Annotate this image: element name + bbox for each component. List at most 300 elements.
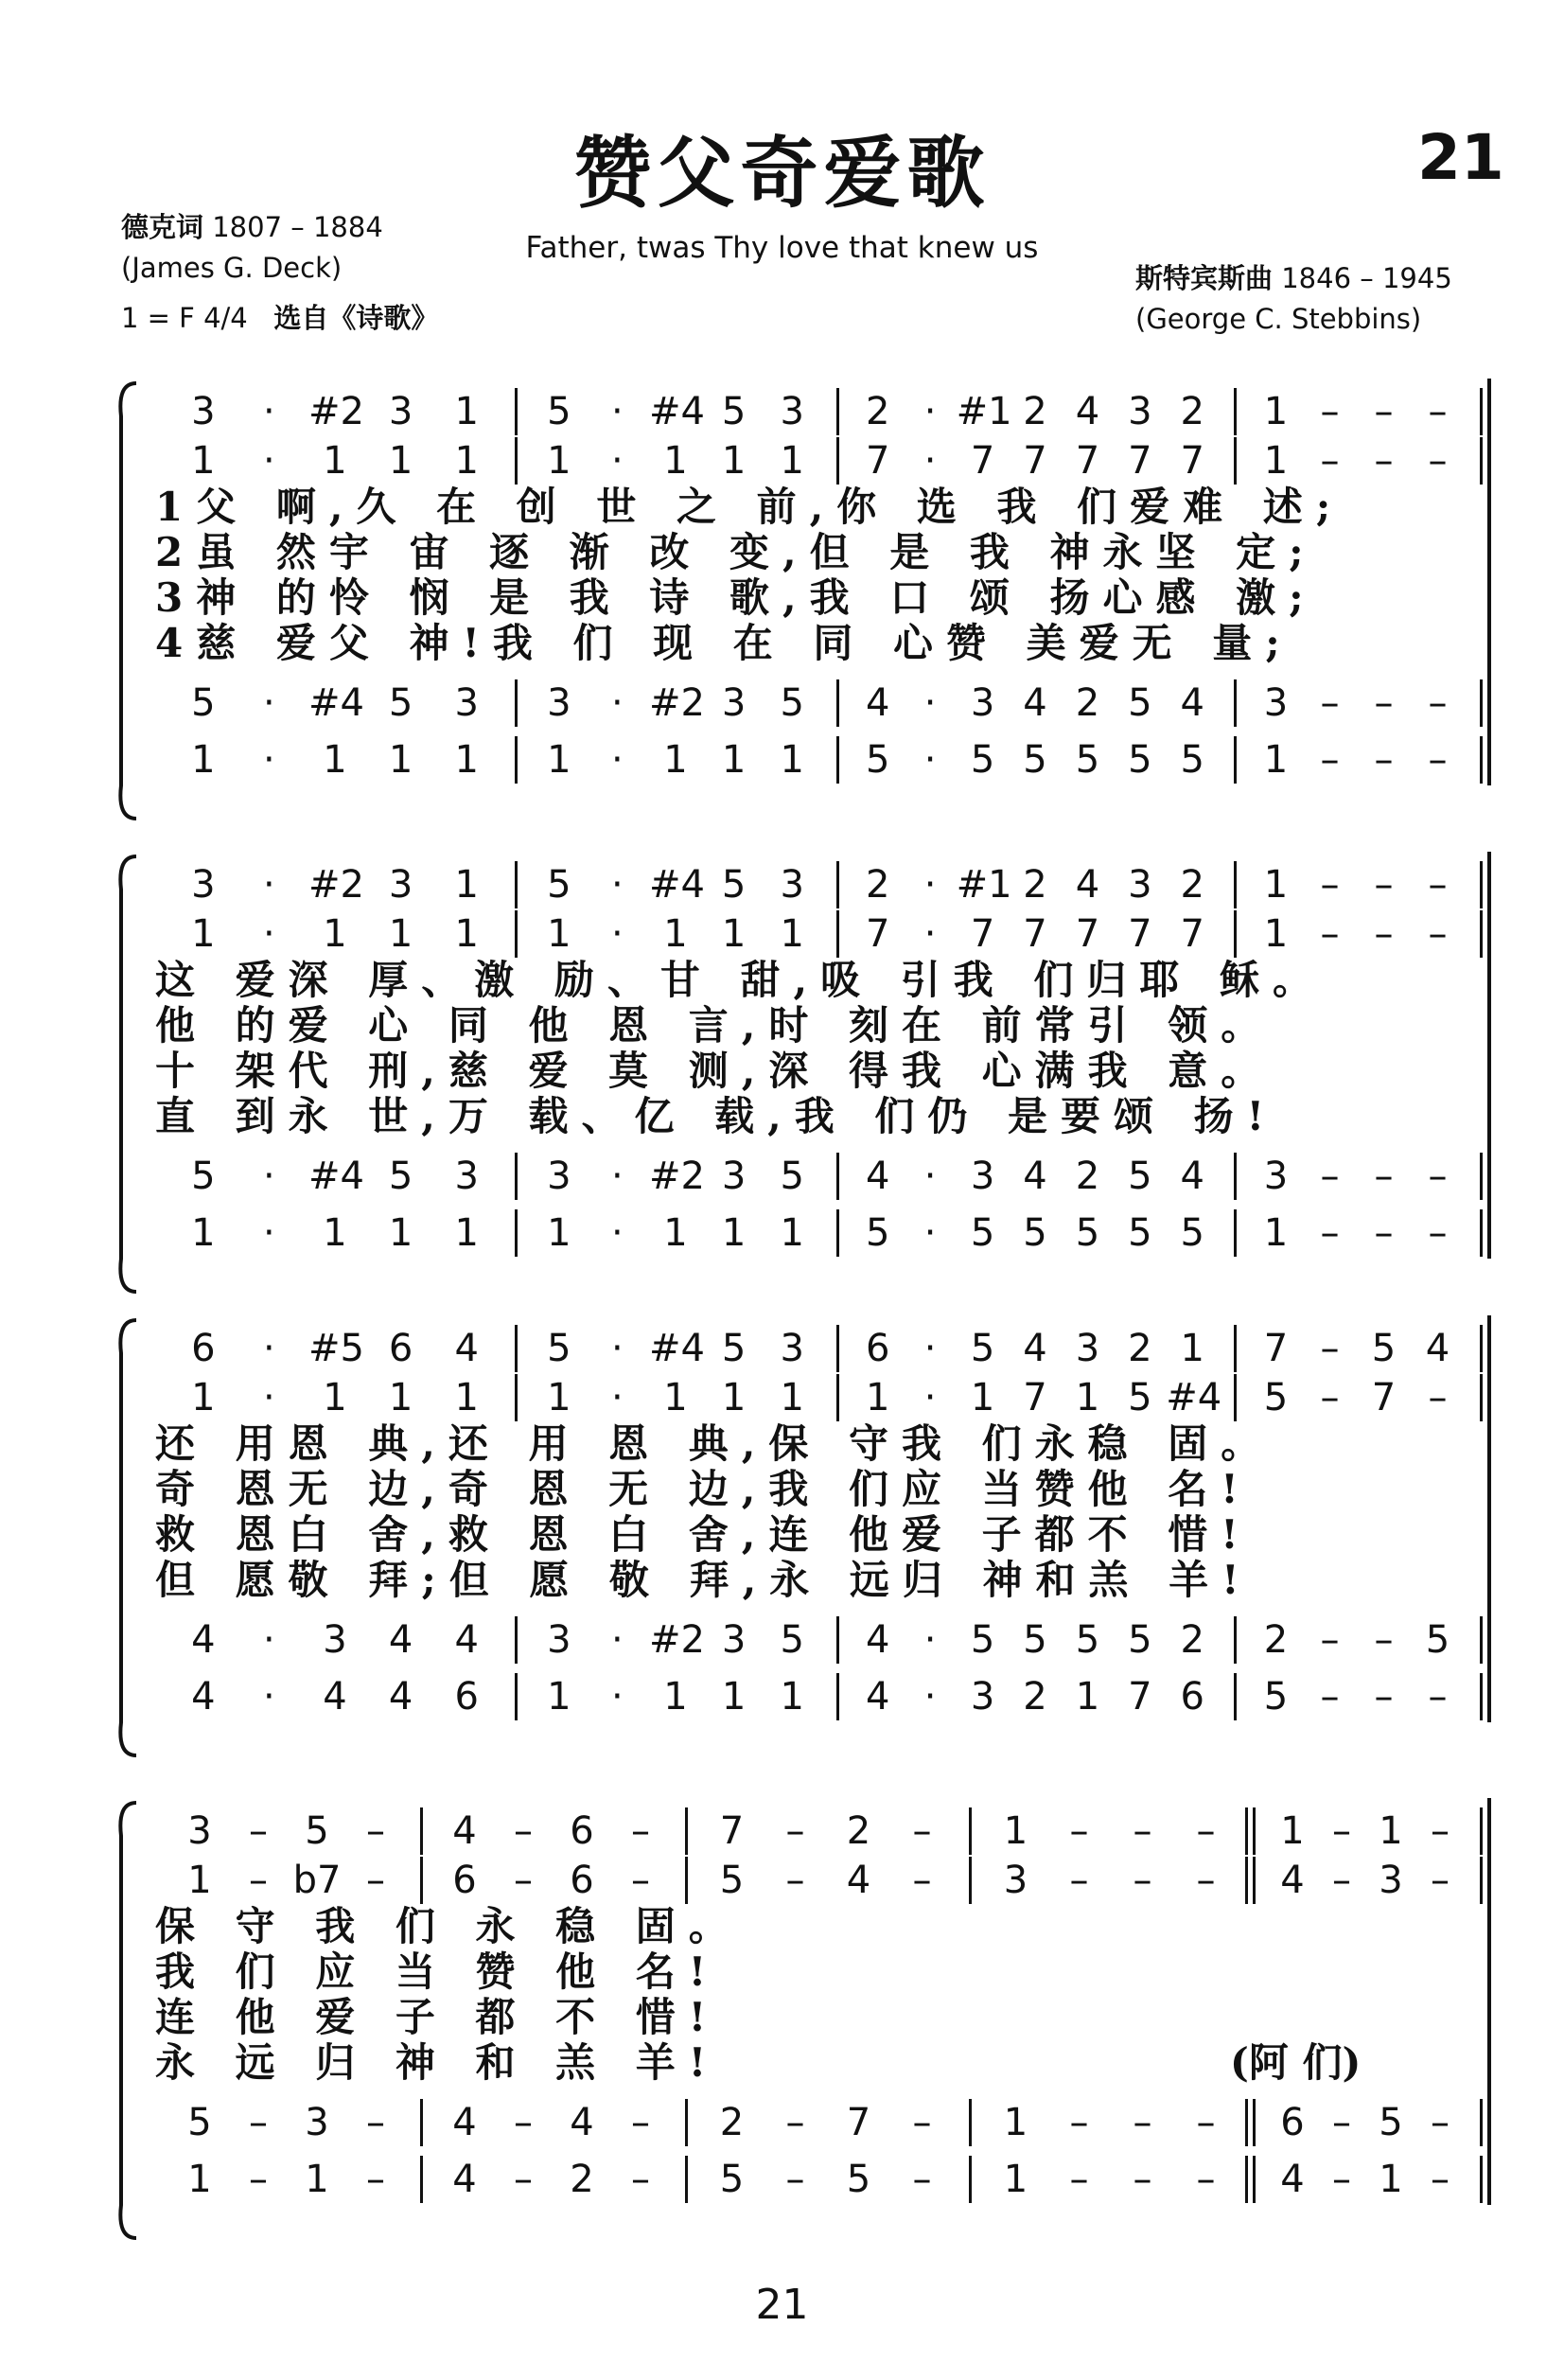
barline xyxy=(1480,1857,1483,1904)
note: – xyxy=(1428,1376,1448,1419)
note: 7 xyxy=(1023,439,1047,483)
note: 7 xyxy=(1371,1376,1397,1419)
note: · xyxy=(263,681,275,725)
note: – xyxy=(1374,1675,1394,1719)
note: – xyxy=(785,1859,805,1902)
note: #4 xyxy=(308,681,364,725)
note: – xyxy=(514,1859,533,1902)
note: 1 xyxy=(780,1675,804,1719)
note: 4 xyxy=(1280,2158,1305,2201)
lyric-line-1: 保 守 我 们 永 稳 固。 xyxy=(155,1903,742,1949)
note: – xyxy=(366,2158,385,2201)
note: 4 xyxy=(865,681,890,725)
note: 5 xyxy=(1371,1327,1397,1370)
barline xyxy=(515,736,518,784)
barline xyxy=(515,910,518,958)
note: – xyxy=(1374,439,1394,483)
note: 1 xyxy=(1379,2158,1403,2201)
note: 3 xyxy=(721,1155,747,1198)
note: 1 xyxy=(547,738,571,782)
system-brace xyxy=(114,379,138,823)
barline xyxy=(969,1857,972,1904)
note: 5 xyxy=(191,1155,216,1198)
note: – xyxy=(1133,1859,1152,1902)
note: 7 xyxy=(865,439,890,483)
note: – xyxy=(514,2158,533,2201)
note: 5 xyxy=(1075,1618,1100,1662)
note: – xyxy=(631,1859,650,1902)
note: 5 xyxy=(388,681,413,725)
note: – xyxy=(1374,863,1394,907)
barline xyxy=(1234,388,1237,435)
note: 5 xyxy=(970,1211,995,1255)
footer-page-number: 21 xyxy=(755,2281,809,2329)
barline xyxy=(515,1616,518,1664)
note: 3 xyxy=(547,1155,571,1198)
note: 3 xyxy=(780,390,804,433)
page-number: 21 xyxy=(1417,121,1504,194)
note: 5 xyxy=(970,1618,995,1662)
barline xyxy=(1234,1209,1237,1257)
barline xyxy=(685,2156,688,2203)
note: · xyxy=(923,681,937,725)
note: 3 xyxy=(1003,1859,1028,1902)
note: – xyxy=(1332,2158,1351,2201)
note: 4 xyxy=(846,1859,871,1902)
note: 2 xyxy=(719,2101,745,2144)
music-system-4 xyxy=(114,1798,1495,2243)
barline xyxy=(515,679,518,727)
note: 1 xyxy=(187,1859,212,1902)
note: 4 xyxy=(454,1618,479,1662)
barline xyxy=(1480,736,1483,784)
note: – xyxy=(1320,1211,1340,1255)
barline xyxy=(1234,679,1237,727)
note: 2 xyxy=(865,390,890,433)
note: 7 xyxy=(1180,439,1204,483)
note: · xyxy=(611,1211,624,1255)
note: 7 xyxy=(1128,1675,1152,1719)
note: – xyxy=(1428,681,1448,725)
note: 7 xyxy=(1075,439,1100,483)
english-subtitle: Father, twas Thy love that knew us xyxy=(525,231,1039,265)
double-barline xyxy=(1245,1857,1248,1904)
note: 1 xyxy=(780,1211,804,1255)
barline xyxy=(836,1616,839,1664)
note: 5 xyxy=(1263,1376,1289,1419)
note: 6 xyxy=(388,1327,413,1370)
note: – xyxy=(1320,439,1340,483)
note: · xyxy=(611,738,624,782)
barline xyxy=(836,1325,839,1372)
note: · xyxy=(611,912,624,956)
note: 7 xyxy=(970,912,995,956)
note: 5 xyxy=(719,1859,745,1902)
barline xyxy=(1480,1209,1483,1257)
note: 5 xyxy=(970,1327,995,1370)
note: 4 xyxy=(865,1618,890,1662)
note: · xyxy=(923,738,937,782)
note: – xyxy=(1428,863,1448,907)
note: 1 xyxy=(454,912,479,956)
lyric-line-4: 永 远 归 神 和 羔 羊! xyxy=(155,2039,720,2086)
note: #4 xyxy=(1166,1376,1222,1419)
music-system-1 xyxy=(114,379,1495,823)
note: 1 xyxy=(1379,1809,1403,1853)
barline xyxy=(836,736,839,784)
hymn-title: 赞父奇爱歌 xyxy=(573,128,991,219)
note: 1 xyxy=(388,439,413,483)
lyric-line-3: 救 恩白 舍,救 恩 白 舍,连 他爱 子都不 惜! xyxy=(155,1511,1252,1558)
note: 2 xyxy=(1023,390,1047,433)
note: 1 xyxy=(1263,863,1289,907)
note: 1 xyxy=(323,738,347,782)
lyric-line-4: 直 到永 世,万 载、亿 载,我 们仍 是要颂 扬! xyxy=(155,1093,1278,1139)
note: 6 xyxy=(452,1859,477,1902)
note: 7 xyxy=(719,1809,745,1853)
note: 5 xyxy=(1023,738,1047,782)
note: · xyxy=(263,1211,275,1255)
barline xyxy=(1234,1616,1237,1664)
barline xyxy=(420,2156,423,2203)
note: – xyxy=(1332,1809,1351,1853)
alto-staff xyxy=(155,1374,1480,1421)
note: – xyxy=(1428,912,1448,956)
composer-en: (George C. Stebbins) xyxy=(1135,303,1422,335)
note: 1 xyxy=(191,439,216,483)
note: 2 xyxy=(1023,1675,1047,1719)
barline xyxy=(1480,1616,1483,1664)
note: 5 xyxy=(547,863,571,907)
system-end-line xyxy=(1487,379,1491,785)
music-system-2 xyxy=(114,852,1495,1296)
note: – xyxy=(1320,1376,1340,1419)
barline xyxy=(1480,437,1483,485)
note: – xyxy=(1431,1809,1450,1853)
note: – xyxy=(1320,1327,1340,1370)
note: 5 xyxy=(1379,2101,1403,2144)
note: · xyxy=(923,863,937,907)
barline xyxy=(515,861,518,908)
note: – xyxy=(1320,681,1340,725)
lyric-line-4: 4慈 爱父 神!我 们 现 在 同 心赞 美爱无 量; xyxy=(155,620,1293,666)
note: 1 xyxy=(191,738,216,782)
note: 7 xyxy=(970,439,995,483)
note: #4 xyxy=(308,1155,364,1198)
note: 7 xyxy=(1023,1376,1047,1419)
note: – xyxy=(1428,1211,1448,1255)
note: 1 xyxy=(1263,912,1289,956)
note: 1 xyxy=(323,912,347,956)
note: #1 xyxy=(956,863,1012,907)
note: – xyxy=(1428,439,1448,483)
note: 2 xyxy=(1128,1327,1152,1370)
note: 3 xyxy=(721,681,747,725)
barline xyxy=(1234,1673,1237,1720)
note: 1 xyxy=(865,1376,890,1419)
barline xyxy=(1480,861,1483,908)
note: 3 xyxy=(323,1618,347,1662)
note: 3 xyxy=(547,1618,571,1662)
note: 1 xyxy=(547,1675,571,1719)
note: – xyxy=(1428,1155,1448,1198)
note: 1 xyxy=(1075,1675,1100,1719)
note: 4 xyxy=(191,1618,216,1662)
note: 4 xyxy=(570,2101,594,2144)
note: 1 xyxy=(305,2158,329,2201)
note: 3 xyxy=(1379,1859,1403,1902)
note: · xyxy=(611,1327,624,1370)
note: 1 xyxy=(454,738,479,782)
note: – xyxy=(249,1859,268,1902)
barline xyxy=(1480,1807,1483,1855)
note: – xyxy=(514,1809,533,1853)
note: #5 xyxy=(308,1327,364,1370)
lyric-line-2: 他 的爱 心 同 他 恩 言,时 刻在 前常引 领。 xyxy=(155,1002,1274,1049)
note: · xyxy=(611,1376,624,1419)
note: 5 xyxy=(1128,681,1152,725)
note: · xyxy=(611,1155,624,1198)
barline xyxy=(1253,1807,1256,1855)
note: 5 xyxy=(865,738,890,782)
tenor-staff xyxy=(155,679,1480,727)
note: 1 xyxy=(721,912,747,956)
note: – xyxy=(912,1809,932,1853)
note: #4 xyxy=(649,863,705,907)
barline xyxy=(1234,1374,1237,1421)
lyric-line-1: 这 爱深 厚、激 励、甘 甜,吸 引我 们归耶 稣。 xyxy=(155,957,1326,1003)
lyric-line-3: 连 他 爱 子 都 不 惜! xyxy=(155,1994,720,2040)
amen-label: (阿 们) xyxy=(1230,2039,1362,2086)
note: 1 xyxy=(780,439,804,483)
note: 1 xyxy=(663,1211,688,1255)
note: 1 xyxy=(780,1376,804,1419)
note: 1 xyxy=(1263,390,1289,433)
system-brace xyxy=(114,1315,138,1760)
note: #2 xyxy=(308,863,364,907)
note: 4 xyxy=(1075,390,1100,433)
note: 1 xyxy=(454,1376,479,1419)
double-barline xyxy=(1245,1807,1248,1855)
note: 5 xyxy=(721,390,747,433)
note: 1 xyxy=(547,1376,571,1419)
note: 1 xyxy=(323,439,347,483)
note: · xyxy=(263,738,275,782)
note: · xyxy=(923,1327,937,1370)
barline xyxy=(1234,736,1237,784)
note: 4 xyxy=(452,1809,477,1853)
note: 4 xyxy=(388,1675,413,1719)
note: 1 xyxy=(1263,738,1289,782)
note: – xyxy=(1431,2101,1450,2144)
note: · xyxy=(263,863,275,907)
note: – xyxy=(1196,2101,1216,2144)
note: 5 xyxy=(547,1327,571,1370)
note: – xyxy=(1374,390,1394,433)
note: – xyxy=(631,2101,650,2144)
lyric-line-3: 3神 的怜 悯 是 我 诗 歌,我 口 颂 扬心感 激; xyxy=(155,574,1317,621)
note: · xyxy=(923,1155,937,1198)
note: 4 xyxy=(1180,681,1204,725)
note: 1 xyxy=(454,1211,479,1255)
note: 3 xyxy=(191,390,216,433)
note: – xyxy=(1431,2158,1450,2201)
note: 4 xyxy=(1023,1327,1047,1370)
barline xyxy=(1480,910,1483,958)
note: 6 xyxy=(570,1809,594,1853)
soprano-staff xyxy=(155,1807,1480,1855)
composer-line xyxy=(1135,257,1452,296)
lyric-line-4: 但 愿敬 拜;但 愿 敬 拜,永 远归 神和羔 羊! xyxy=(155,1557,1253,1603)
note: 1 xyxy=(388,1211,413,1255)
note: 7 xyxy=(1075,912,1100,956)
alto-staff xyxy=(155,437,1480,485)
note: – xyxy=(785,1809,805,1853)
barline xyxy=(969,1807,972,1855)
note: – xyxy=(912,2158,932,2201)
note: – xyxy=(785,2101,805,2144)
note: · xyxy=(263,1675,275,1719)
note: 5 xyxy=(1128,1618,1152,1662)
barline xyxy=(515,1374,518,1421)
barline xyxy=(969,2099,972,2146)
note: 7 xyxy=(1128,439,1152,483)
note: 1 xyxy=(721,1675,747,1719)
note: 1 xyxy=(388,912,413,956)
note: 2 xyxy=(570,2158,594,2201)
note: – xyxy=(1320,912,1340,956)
note: 1 xyxy=(1263,439,1289,483)
note: 3 xyxy=(780,863,804,907)
note: – xyxy=(1320,1618,1340,1662)
barline xyxy=(1480,1673,1483,1720)
note: 1 xyxy=(663,912,688,956)
note: 4 xyxy=(454,1327,479,1370)
note: – xyxy=(1069,2158,1089,2201)
note: 5 xyxy=(1128,1155,1152,1198)
barline xyxy=(1480,1325,1483,1372)
note: 3 xyxy=(1128,390,1152,433)
note: 1 xyxy=(1263,1211,1289,1255)
note: 4 xyxy=(865,1155,890,1198)
note: – xyxy=(1320,738,1340,782)
note: 2 xyxy=(1263,1618,1289,1662)
note: 1 xyxy=(1280,1809,1305,1853)
note: 1 xyxy=(1075,1376,1100,1419)
note: #2 xyxy=(649,1155,705,1198)
note: 3 xyxy=(1075,1327,1100,1370)
note: 2 xyxy=(1075,681,1100,725)
note: 6 xyxy=(454,1675,479,1719)
note: – xyxy=(912,1859,932,1902)
note: – xyxy=(1431,1859,1450,1902)
note: – xyxy=(249,2101,268,2144)
note: – xyxy=(366,1809,385,1853)
note: 1 xyxy=(191,1211,216,1255)
barline xyxy=(685,1807,688,1855)
barline xyxy=(1253,1857,1256,1904)
barline xyxy=(836,1153,839,1200)
note: 5 xyxy=(187,2101,212,2144)
soprano-staff xyxy=(155,861,1480,908)
note: 1 xyxy=(663,738,688,782)
note: 5 xyxy=(1180,738,1204,782)
note: #2 xyxy=(649,1618,705,1662)
lyric-line-3: 十 架代 刑,慈 爱 莫 测,深 得我 心满我 意。 xyxy=(155,1048,1274,1094)
note: 7 xyxy=(1023,912,1047,956)
note: 3 xyxy=(721,1618,747,1662)
note: 3 xyxy=(305,2101,329,2144)
note: · xyxy=(923,439,937,483)
note: · xyxy=(263,1376,275,1419)
barline xyxy=(836,1209,839,1257)
note: – xyxy=(1320,390,1340,433)
double-barline xyxy=(1245,2099,1248,2146)
note: · xyxy=(923,1211,937,1255)
barline xyxy=(1234,437,1237,485)
barline xyxy=(1234,1325,1237,1372)
note: 4 xyxy=(1023,681,1047,725)
note: 2 xyxy=(1023,863,1047,907)
note: – xyxy=(1332,2101,1351,2144)
note: 4 xyxy=(865,1675,890,1719)
lyric-line-2: 2虽 然宇 宙 逐 渐 改 变,但 是 我 神永坚 定; xyxy=(155,529,1317,575)
note: 6 xyxy=(1180,1675,1204,1719)
tenor-staff xyxy=(155,2099,1480,2146)
note: 3 xyxy=(388,390,413,433)
tenor-staff xyxy=(155,1153,1480,1200)
note: – xyxy=(1320,1155,1340,1198)
note: – xyxy=(1196,1859,1216,1902)
note: 3 xyxy=(970,1155,995,1198)
note: 4 xyxy=(1280,1859,1305,1902)
barline xyxy=(1253,2156,1256,2203)
note: – xyxy=(1428,390,1448,433)
soprano-staff xyxy=(155,1325,1480,1372)
note: 4 xyxy=(452,2101,477,2144)
note: 3 xyxy=(1128,863,1152,907)
note: 5 xyxy=(1128,1376,1152,1419)
lyric-line-2: 我 们 应 当 赞 他 名! xyxy=(155,1948,720,1995)
note: – xyxy=(1332,1859,1351,1902)
note: 5 xyxy=(547,390,571,433)
note: 5 xyxy=(191,681,216,725)
note: 1 xyxy=(721,1376,747,1419)
barline xyxy=(515,388,518,435)
note: 2 xyxy=(846,1809,871,1853)
barline xyxy=(1234,910,1237,958)
note: 5 xyxy=(721,863,747,907)
note: – xyxy=(1133,2158,1152,2201)
lyric-line-1: 还 用恩 典,还 用 恩 典,保 守我 们永稳 固。 xyxy=(155,1420,1274,1467)
note: – xyxy=(631,1809,650,1853)
barline xyxy=(1253,2099,1256,2146)
note: 2 xyxy=(865,863,890,907)
system-brace xyxy=(114,1798,138,2243)
barline xyxy=(836,910,839,958)
note: 5 xyxy=(780,1618,804,1662)
note: – xyxy=(514,2101,533,2144)
note: 5 xyxy=(1075,738,1100,782)
note: 2 xyxy=(1075,1155,1100,1198)
note: #2 xyxy=(649,681,705,725)
note: – xyxy=(1069,1859,1089,1902)
note: 1 xyxy=(547,1211,571,1255)
note: 2 xyxy=(1180,1618,1204,1662)
note: · xyxy=(923,1376,937,1419)
note: 5 xyxy=(865,1211,890,1255)
double-barline xyxy=(1245,2156,1248,2203)
